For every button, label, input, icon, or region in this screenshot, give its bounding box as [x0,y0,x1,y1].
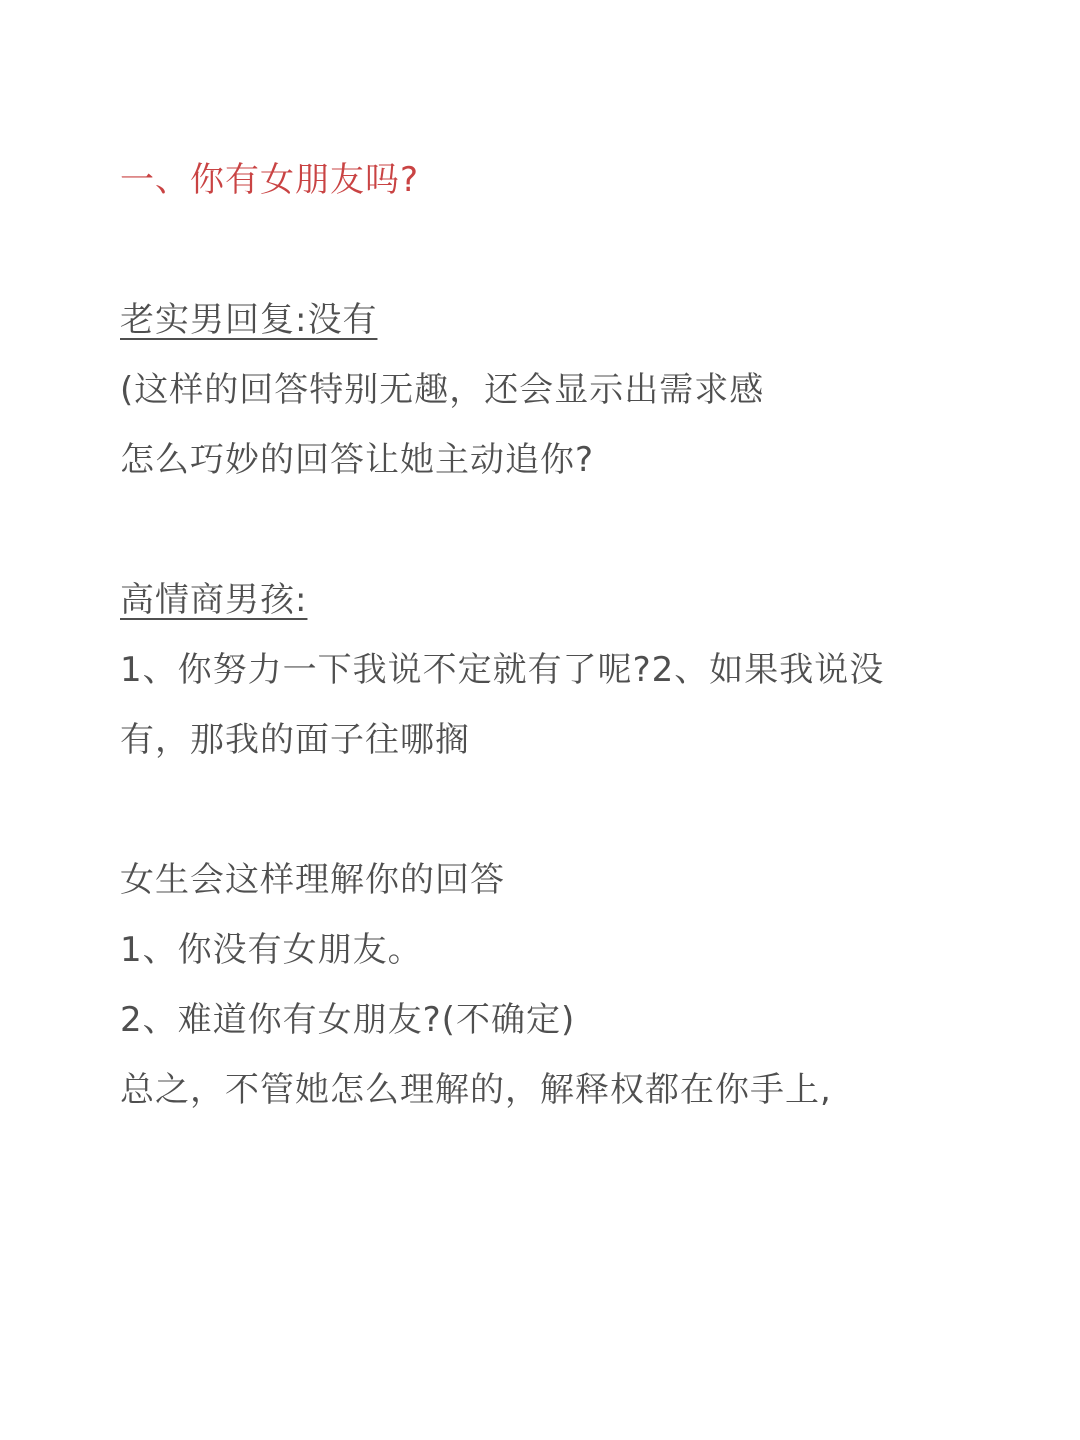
high-eq-line: 1、你努力一下我说不定就有了呢?2、如果我说没 [120,650,885,690]
page-title: 一、你有女朋友吗? [120,160,420,200]
interpretation-heading: 女生会这样理解你的回答 [120,860,505,900]
high-eq-label: 高情商男孩: [120,580,308,620]
honest-reply-question-line: 怎么巧妙的回答让她主动追你? [120,440,595,480]
honest-reply-comment-line: (这样的回答特别无趣，还会显示出需求感 [120,370,765,410]
interpretation-item: 1、你没有女朋友。 [120,930,423,970]
interpretation-item: 2、难道你有女朋友?(不确定) [120,1000,576,1040]
high-eq-line: 有，那我的面子往哪搁 [120,720,470,760]
interpretation-summary: 总之，不管她怎么理解的，解释权都在你手上, [120,1070,832,1110]
honest-reply-label: 老实男回复:没有 [120,300,378,340]
